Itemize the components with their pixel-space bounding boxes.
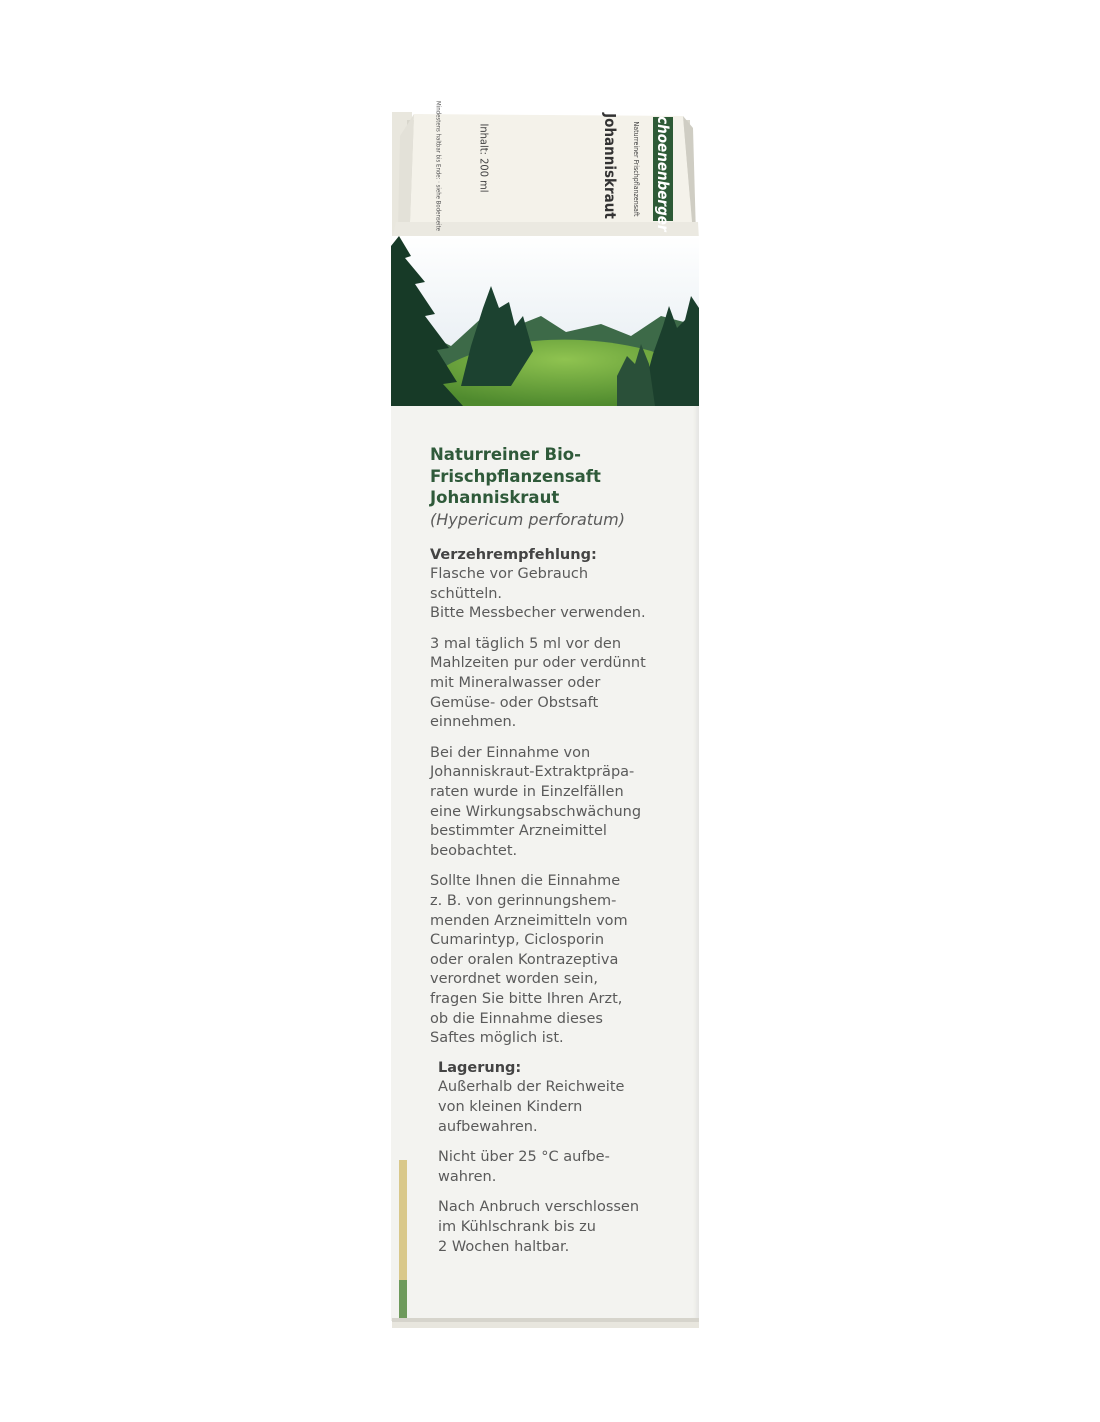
text-line: 2 Wochen haltbar. xyxy=(438,1238,570,1255)
ingredient-usage-text xyxy=(430,444,690,1257)
title-line: Johanniskraut xyxy=(430,488,560,507)
lid-volume: Inhalt: 200 ml xyxy=(477,123,491,193)
text-line: bestimmter Arzneimittel xyxy=(430,823,607,840)
usage-text xyxy=(430,565,690,624)
lid-product: Johanniskraut xyxy=(601,113,619,219)
text-line: ob die Einnahme dieses xyxy=(430,1010,603,1027)
text-line: Gemüse- oder Obstsaft xyxy=(430,694,599,711)
text-line: von kleinen Kindern xyxy=(438,1098,583,1115)
text-line: schütteln. xyxy=(430,585,503,602)
text-line: z. B. von gerinnungshem- xyxy=(430,893,617,909)
box-bottom-edge xyxy=(0,1150,1100,1350)
usage-heading: Verzehrempfehlung: xyxy=(430,546,597,563)
box-lid xyxy=(0,0,1100,260)
latin-name: (Hypericum perforatum) xyxy=(430,509,625,529)
dose-text xyxy=(430,635,690,733)
text-line: einnehmen. xyxy=(430,714,517,731)
text-line: Außerhalb der Reichweite xyxy=(438,1079,625,1096)
text-line: Nach Anbruch verschlossen xyxy=(438,1199,640,1216)
text-line: wahren. xyxy=(438,1168,497,1185)
text-line: Johanniskraut-Extraktpräpa- xyxy=(430,764,635,781)
advice-text xyxy=(430,872,690,1048)
text-line: beobachtet. xyxy=(430,842,518,859)
text-line: fragen Sie bitte Ihren Arzt, xyxy=(430,990,623,1007)
text-line: Mahlzeiten pur oder verdünnt xyxy=(430,655,646,672)
text-line: mit Mineralwasser oder xyxy=(430,675,601,692)
text-line: Nicht über 25 °C aufbe- xyxy=(438,1149,610,1166)
title-line: Frischpflanzensaft xyxy=(430,466,601,486)
text-line: oder oralen Kontrazeptiva xyxy=(430,951,619,968)
lid-subtitle: Naturreiner Frischpflanzensaft xyxy=(632,121,640,217)
text-line: Sollte Ihnen die Einnahme xyxy=(430,873,621,890)
text-line: Cumarintyp, Ciclosporin xyxy=(430,932,605,949)
warning-text xyxy=(430,744,690,862)
text-line: Saftes möglich ist. xyxy=(430,1030,564,1047)
text-line: raten wurde in Einzelfällen xyxy=(430,784,624,801)
storage-heading: Lagerung: xyxy=(438,1059,522,1076)
text-line: eine Wirkungsabschwächung xyxy=(430,803,642,820)
storage-text xyxy=(438,1078,690,1137)
text-line: Bei der Einnahme von xyxy=(430,744,591,761)
text-line: aufbewahren. xyxy=(438,1118,538,1135)
product-title xyxy=(430,444,690,509)
text-line: Flasche vor Gebrauch xyxy=(430,566,589,583)
text-line: 3 mal täglich 5 ml vor den xyxy=(430,635,622,652)
text-line: verordnet worden sein, xyxy=(430,971,598,988)
text-line: menden Arzneimitteln vom xyxy=(430,912,628,929)
lid-fine-print: Mindestens haltbar bis Ende: · siehe Bodenseite xyxy=(434,101,442,231)
title-line: Naturreiner Bio- xyxy=(430,445,581,464)
lid-brand: Schoenenberger xyxy=(654,106,672,232)
forest-meadow-illustration xyxy=(391,236,699,406)
text-line: Bitte Messbecher verwenden. xyxy=(430,605,646,622)
text-line: im Kühlschrank bis zu xyxy=(438,1218,596,1235)
